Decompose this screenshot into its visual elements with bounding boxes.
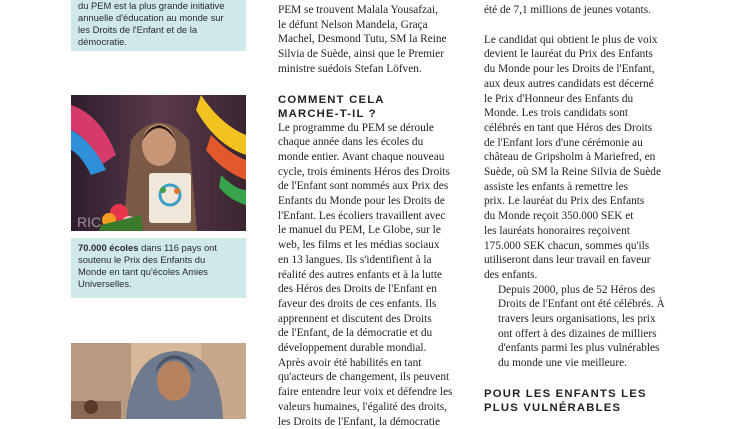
photo-malala bbox=[71, 95, 246, 231]
right-top-line: été de 7,1 millions de jeunes votants. bbox=[484, 4, 651, 16]
heading-pour-les-enfants: POUR LES ENFANTS LES PLUS VULNÉRABLES bbox=[484, 387, 647, 414]
right-para-2: Depuis 2000, plus de 52 Héros des Droits de l'Enfant ont été célébrés. À travers leurs organisations, les prix ont offert à des dizaines de milliers d'enfants parmi les plus vulnérables du monde une vie meilleure. bbox=[498, 283, 665, 370]
column-middle bbox=[278, 3, 470, 429]
caption-mid-rest: dans 116 pays ont soutenu le Prix des Enfants du Monde en tant qu'écoles Amies Universelles. bbox=[78, 242, 217, 289]
heading-comment-cela-marche: COMMENT CELA MARCHE-T-IL ? bbox=[278, 93, 385, 120]
right-para-1: Le candidat qui obtient le plus de voix devient le lauréat du Prix des Enfants du Monde pour les Droits de l'Enfant, aux deux autres candidats est décerné le Prix d'Honneur des Enfants du Monde. Les trois candidats sont célébrés en tant que Héros des Droits de l'Enfant lors d'une cérémonie au château de Gripsholm à Mariefred, en Suède, où SM la Reine Silvia de Suède assiste les enfants à remettre les prix. Le lauréat du Prix des Enfants du Monde reçoit 350.000 SEK et les lauréats honoraires reçoivent 175.000 SEK chacun, sommes qu'ils utiliseront dans leur travail en faveur des enfants. bbox=[484, 33, 661, 281]
caption-top-text: du PEM est la plus grande initiative annuelle d'éducation au monde sur les Droits de l'Enfant et de la démocratie. bbox=[78, 0, 225, 47]
caption-top bbox=[71, 0, 246, 51]
caption-mid-bold: 70.000 écoles bbox=[78, 242, 139, 253]
middle-intro: PEM se trouvent Malala Yousafzai, le défunt Nelson Mandela, Graça Machel, Desmond Tutu, SM la Reine Silvia de Suède, ainsi que le Premier ministre suédois Stefan Löfven. bbox=[278, 4, 447, 75]
middle-body: Le programme du PEM se déroule chaque année dans les écoles du monde entier. Avant chaque nouveau cycle, trois éminents Héros des Droits de l'Enfant sont nommés aux Prix des Enfants du Monde pour les Droits de l'Enfant. Les écoliers travaillent avec le manuel du PEM, Le Globe, sur le web, les films et les médias sociaux en 13 langues. Ils s'identifient à la réalité des autres enfants et à la lutte des Héros des Droits de l'Enfant en faveur des droits de ces enfants. Ils apprennent et discutent des Droits de l'Enfant, de la démocratie et du développement durable mondial. Après avoir été habilités en tant qu'acteurs de changement, ils peuvent faire entendre leur voix et défendre les valeurs humaines, l'égalité des droits, les Droits de l'Enfant, la démocratie bbox=[278, 121, 453, 428]
svg-text:RIC: RIC bbox=[77, 214, 102, 230]
caption-mid bbox=[71, 238, 246, 298]
column-right bbox=[484, 3, 672, 415]
photo-girl bbox=[71, 343, 246, 419]
caption-mid-text bbox=[78, 242, 239, 290]
